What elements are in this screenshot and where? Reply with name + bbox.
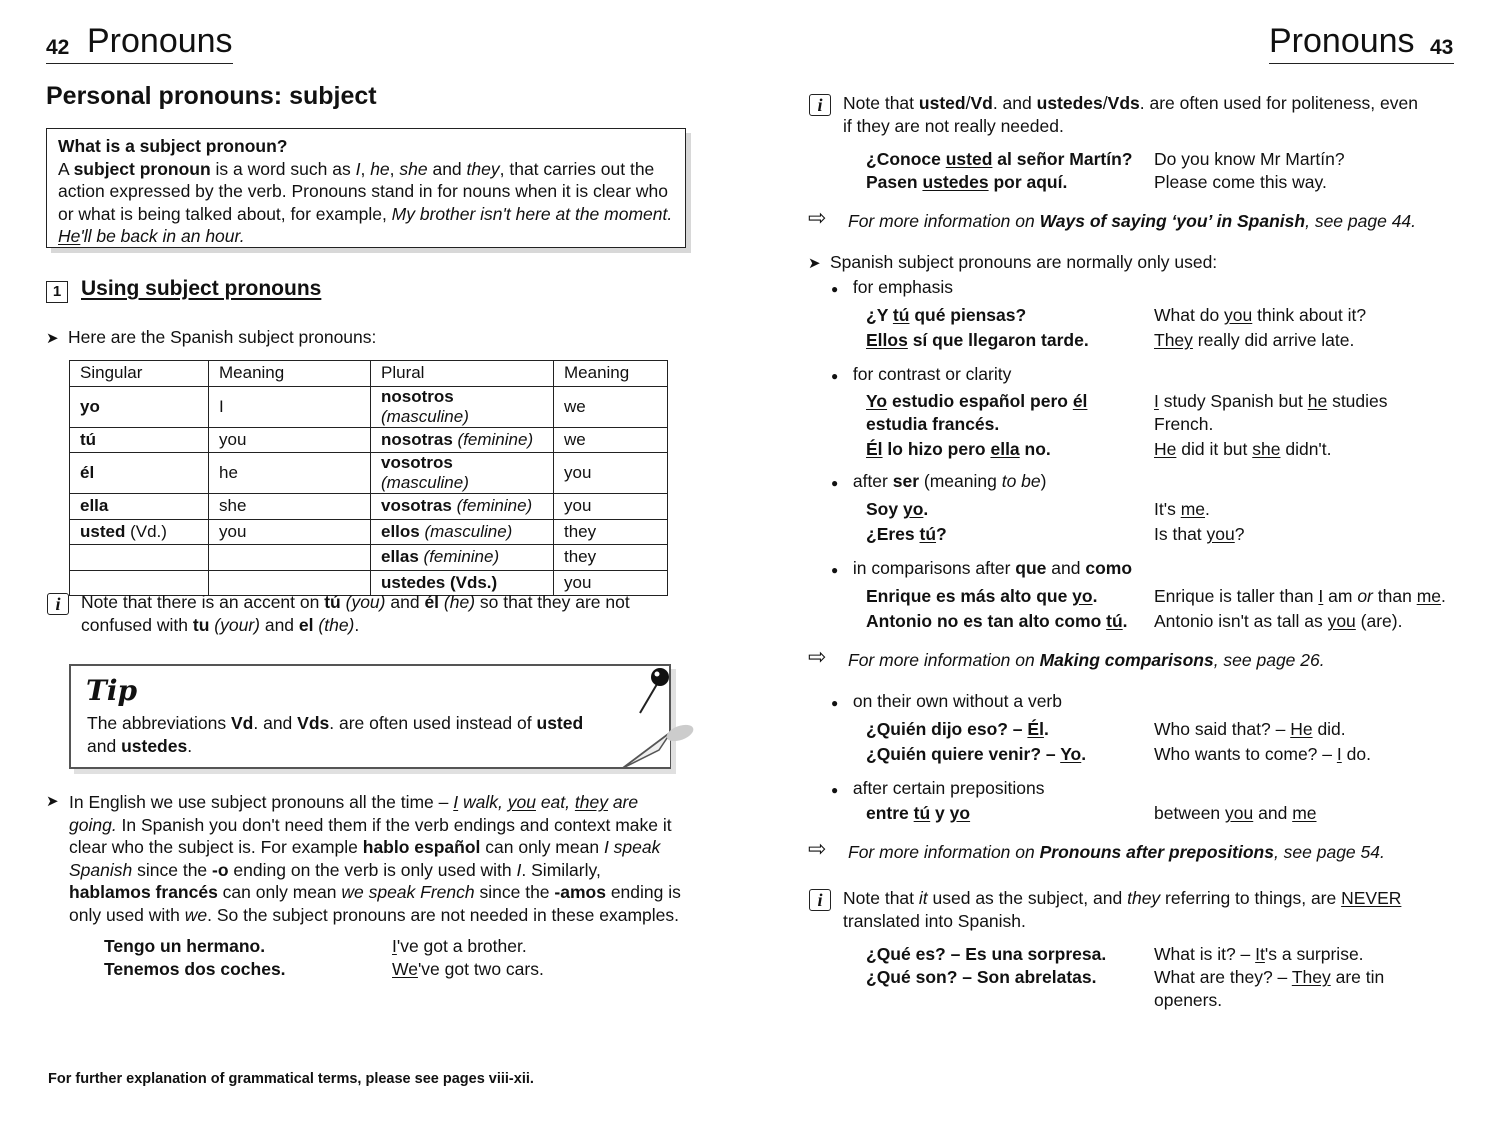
example-english: I've got a brother. xyxy=(392,936,527,956)
info-icon: i xyxy=(809,889,831,911)
example-row xyxy=(866,170,1466,193)
example-row xyxy=(866,497,1466,522)
usage-intro: ➤ Spanish subject pronouns are normally only used: xyxy=(808,251,1217,276)
hand-arrow-icon: ⇨ xyxy=(808,644,827,669)
example-spanish: ¿Conoce usted al señor Martín? xyxy=(866,149,1133,169)
example-row xyxy=(866,328,1466,353)
table-row xyxy=(70,494,668,520)
table-header-row xyxy=(70,361,668,387)
english-paragraph: ➤ In English we use subject pronouns all the time – I walk, you eat, they are going. In Spanish you don't need them if the verb endings and context make it clear who the subject is. For example hablo español can only mean I speak Spanish since the -o ending on the verb is only used with I. Similarly, hablamos francés can only mean we speak French since the -amos ending is only used with we. So the subject pronouns are not needed in these examples. xyxy=(46,792,681,925)
bullet-icon: ● xyxy=(831,282,839,296)
it-note: Note that it used as the subject, and they referring to things, are NEVER translated into Spanish. xyxy=(843,888,1402,931)
bullet-icon: ● xyxy=(831,783,839,797)
left-page-number: 42 xyxy=(46,36,70,59)
cell-meaning-2: you xyxy=(554,494,668,520)
cell-meaning-1 xyxy=(209,545,371,571)
bullet-icon: ● xyxy=(831,563,839,577)
example-english: Do you know Mr Martín? xyxy=(1154,149,1345,169)
example-row xyxy=(866,438,1466,463)
politeness-examples xyxy=(866,147,1466,193)
example-spanish: ¿Y tú qué piensas? xyxy=(866,305,1027,325)
tip-text: The abbreviations Vd. and Vds. are often used instead of usted and ustedes. xyxy=(87,713,584,756)
tip-title: Tip xyxy=(86,674,138,707)
arrow-pointer-icon: ➤ xyxy=(808,255,821,272)
cell-singular: ella xyxy=(70,494,209,520)
example-spanish: ¿Quién dijo eso? – Él. xyxy=(866,719,1049,739)
cell-plural: nosotros (masculine) xyxy=(371,386,554,427)
cell-meaning-2: you xyxy=(554,453,668,494)
definition-heading: What is a subject pronoun? xyxy=(58,136,288,156)
example-english: What do you think about it? xyxy=(1154,305,1367,325)
bullet-contrast: ● for contrast or clarity xyxy=(831,364,1012,384)
bullet-icon: ● xyxy=(831,696,839,710)
reference-link-2[interactable]: For more information on Making comparisons, see page 26. xyxy=(848,650,1325,670)
example-english: Who said that? – He did. xyxy=(1154,719,1346,739)
emphasis-examples xyxy=(866,303,1466,353)
example-english: Is that you? xyxy=(1154,524,1245,544)
table-row xyxy=(70,545,668,571)
right-header-title: Pronouns xyxy=(1269,22,1415,60)
cell-meaning-1: I xyxy=(209,386,371,427)
reference-link-3[interactable]: For more information on Pronouns after prepositions, see page 54. xyxy=(848,842,1385,862)
cell-meaning-1: you xyxy=(209,519,371,545)
own-examples xyxy=(866,717,1466,767)
cell-meaning-2: they xyxy=(554,519,668,545)
hand-arrow-icon: ⇨ xyxy=(808,836,827,861)
accent-note: Note that there is an accent on tú (you) and él (he) so that they are not confused with tu (your) and el (the). xyxy=(81,592,630,635)
info-icon: i xyxy=(47,593,69,615)
example-english: I study Spanish but he studies French. xyxy=(1154,391,1388,434)
example-english: Antonio isn't as tall as you (are). xyxy=(1154,611,1403,631)
header-singular: Singular xyxy=(70,361,209,387)
example-spanish: Enrique es más alto que yo. xyxy=(866,586,1098,606)
footer-note: For further explanation of grammatical terms, please see pages viii-xii. xyxy=(48,1071,534,1087)
cell-meaning-1: he xyxy=(209,453,371,494)
bullet-after-ser: ● after ser (meaning to be) xyxy=(831,471,1047,491)
example-row xyxy=(866,147,1466,170)
example-english: Who wants to come? – I do. xyxy=(1154,744,1371,764)
example-spanish: entre tú y yo xyxy=(866,803,971,823)
contrast-examples xyxy=(866,390,1466,463)
ser-examples xyxy=(866,497,1466,547)
cell-meaning-2: we xyxy=(554,386,668,427)
table-row xyxy=(70,519,668,545)
subsection-number: 1 xyxy=(46,281,68,303)
pushpin-icon xyxy=(636,665,698,745)
tip-box xyxy=(69,664,671,769)
example-english: He did it but she didn't. xyxy=(1154,439,1332,459)
example-row xyxy=(866,742,1466,767)
english-examples xyxy=(104,934,664,980)
bullet-icon: ● xyxy=(831,369,839,383)
reference-link-1[interactable]: For more information on Ways of saying ‘you’ in Spanish, see page 44. xyxy=(848,211,1417,231)
comparison-examples xyxy=(866,584,1466,634)
cell-plural: vosotros (masculine) xyxy=(371,453,554,494)
example-row xyxy=(866,609,1466,634)
example-english: They really did arrive late. xyxy=(1154,330,1355,350)
table-intro: ➤ Here are the Spanish subject pronouns: xyxy=(46,326,376,351)
example-english: We've got two cars. xyxy=(392,959,544,979)
table-row xyxy=(70,453,668,494)
subsection-title: Using subject pronouns xyxy=(81,277,322,300)
pronoun-table xyxy=(69,360,668,596)
example-english: It's me. xyxy=(1154,499,1210,519)
bullet-own: ● on their own without a verb xyxy=(831,691,1062,711)
example-english: What are they? – They are tin openers. xyxy=(1154,967,1385,1010)
bullet-prepositions: ● after certain prepositions xyxy=(831,778,1045,798)
example-spanish: Pasen ustedes por aquí. xyxy=(866,172,1068,192)
header-plural: Plural xyxy=(371,361,554,387)
definition-text: A subject pronoun is a word such as I, he, she and they, that carries out the action expressed by the verb. Pronouns stand in for nouns when it is clear who or what is being talked about, for example, My brother isn't here at the moment. He'll be back in an hour. xyxy=(58,158,673,246)
example-spanish: Tengo un hermano. xyxy=(104,936,266,956)
right-header-rule xyxy=(1269,63,1454,64)
cell-meaning-2: they xyxy=(554,545,668,571)
cell-meaning-1: she xyxy=(209,494,371,520)
example-spanish: ¿Qué es? – Es una sorpresa. xyxy=(866,944,1107,964)
example-english: Please come this way. xyxy=(1154,172,1327,192)
example-row xyxy=(104,934,664,957)
cell-singular: usted (Vd.) xyxy=(70,519,209,545)
example-row xyxy=(866,303,1466,328)
example-english: between you and me xyxy=(1154,803,1317,823)
arrow-pointer-icon: ➤ xyxy=(46,793,59,810)
cell-plural: nosotras (feminine) xyxy=(371,427,554,453)
example-spanish: Ellos sí que llegaron tarde. xyxy=(866,330,1089,350)
bullet-icon: ● xyxy=(831,476,839,490)
it-examples xyxy=(866,943,1466,1012)
example-spanish: Yo estudio español pero él estudia francés. xyxy=(866,391,1088,434)
example-row xyxy=(866,966,1466,1012)
hand-arrow-icon: ⇨ xyxy=(808,205,827,230)
example-row xyxy=(866,522,1466,547)
example-spanish: ¿Qué son? – Son abrelatas. xyxy=(866,967,1097,987)
example-row xyxy=(866,584,1466,609)
example-row xyxy=(866,801,1466,826)
example-spanish: Tenemos dos coches. xyxy=(104,959,286,979)
arrow-pointer-icon: ➤ xyxy=(46,330,59,347)
bullet-emphasis: ● for emphasis xyxy=(831,277,954,297)
bullet-comparisons: ● in comparisons after que and como xyxy=(831,558,1133,578)
example-row xyxy=(104,957,664,980)
left-header-rule xyxy=(46,63,233,64)
example-english: Enrique is taller than I am or than me. xyxy=(1154,586,1446,606)
table-row xyxy=(70,427,668,453)
example-spanish: ¿Quién quiere venir? – Yo. xyxy=(866,744,1087,764)
example-row xyxy=(866,943,1466,966)
right-page-number: 43 xyxy=(1430,36,1454,59)
cell-singular: él xyxy=(70,453,209,494)
cell-meaning-1: you xyxy=(209,427,371,453)
section-title: Personal pronouns: subject xyxy=(46,82,377,110)
politeness-note: Note that usted/Vd. and ustedes/Vds. are often used for politeness, even if they are not really needed. xyxy=(843,93,1418,136)
example-row xyxy=(866,717,1466,742)
cell-plural: ustedes (Vds.) xyxy=(371,570,554,596)
header-meaning-1: Meaning xyxy=(209,361,371,387)
example-spanish: ¿Eres tú? xyxy=(866,524,947,544)
example-spanish: Soy yo. xyxy=(866,499,929,519)
table-row xyxy=(70,386,668,427)
cell-singular: tú xyxy=(70,427,209,453)
example-spanish: Antonio no es tan alto como tú. xyxy=(866,611,1128,631)
cell-meaning-2: you xyxy=(554,570,668,596)
left-header xyxy=(46,22,233,64)
example-row xyxy=(866,390,1466,436)
example-spanish: Él lo hizo pero ella no. xyxy=(866,439,1051,459)
example-english: What is it? – It's a surprise. xyxy=(1154,944,1364,964)
definition-box xyxy=(46,128,686,248)
cell-singular: yo xyxy=(70,386,209,427)
cell-plural: vosotras (feminine) xyxy=(371,494,554,520)
cell-singular xyxy=(70,545,209,571)
right-header xyxy=(1269,22,1454,64)
cell-plural: ellas (feminine) xyxy=(371,545,554,571)
header-meaning-2: Meaning xyxy=(554,361,668,387)
cell-meaning-2: we xyxy=(554,427,668,453)
cell-plural: ellos (masculine) xyxy=(371,519,554,545)
preposition-examples xyxy=(866,801,1466,826)
left-header-title: Pronouns xyxy=(87,22,233,60)
info-icon: i xyxy=(809,94,831,116)
